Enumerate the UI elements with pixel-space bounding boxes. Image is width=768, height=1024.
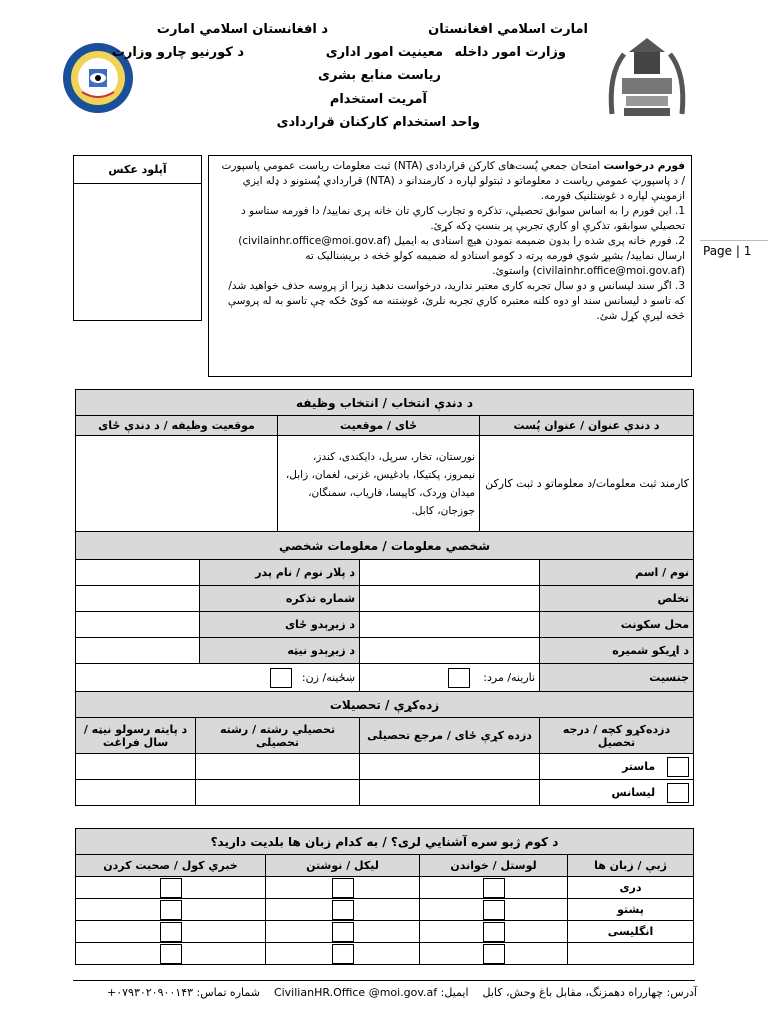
- instruction-3: 3. اگر سند ليسانس و دو سال تجربه كاری معتبر نداريد، درخواست ندهيد زيرا از پروسه حذف خواهيد شد/ كه تاسو د ليسانس سند او دوه كلنه معتبره كاري تجربه نلرئ، غوښتنه مه كوئ ځكه چې تاسو به له پروسې څخه ليرې كړل شئ.: [227, 280, 685, 322]
- photo-upload-box[interactable]: [73, 155, 202, 321]
- extra-reading-checkbox[interactable]: [483, 944, 505, 964]
- col-field: تحصيلي رشته / رشته تحصيلی: [196, 718, 360, 754]
- languages-section-title: د كوم ژبو سره آشنايي لری؟ / به كدام زبان ها بلديت داريد؟: [76, 829, 694, 855]
- page-number: Page | 1: [703, 244, 752, 258]
- footer: [75, 986, 697, 999]
- label-name: نوم / اسم: [540, 560, 694, 586]
- english-speaking-checkbox[interactable]: [160, 922, 182, 942]
- col-reading: لوستل / خواندن: [420, 855, 568, 877]
- col-position-location: موقعيت وظيفه / د دندې ځای: [76, 416, 278, 436]
- col-writing: ليكل / نوشتن: [266, 855, 420, 877]
- education-table: [75, 691, 694, 806]
- bachelors-field-input[interactable]: [196, 780, 360, 806]
- pashto-writing-checkbox[interactable]: [332, 900, 354, 920]
- residence-input[interactable]: [360, 612, 540, 638]
- footer-email: ايميل: CivilianHR.Office @moi.gov.af: [273, 986, 469, 999]
- position-title-value: كارمند ثبت معلومات/د معلوماتو د ثبت كاركن: [480, 436, 694, 532]
- footer-phone: شماره تماس: ۰۷۹۳۰۲۰۹۰۰۱۴۳+: [107, 986, 260, 999]
- father-name-input[interactable]: [76, 560, 200, 586]
- masters-institution-input[interactable]: [360, 754, 540, 780]
- birthdate-input[interactable]: [76, 638, 200, 664]
- header-emirate-dari: امارت اسلامي افغانستان: [428, 22, 588, 37]
- education-section-title: زده‌كړې / تحصيلات: [76, 692, 694, 718]
- position-table: [75, 389, 694, 532]
- header-interior-ministry-dari: وزارت امور داخله: [454, 45, 566, 60]
- personal-section-title: شخصي معلومات / معلومات شخصي: [76, 532, 694, 560]
- col-graduation: د پايته رسولو نيټه / سال فراغت: [76, 718, 196, 754]
- dari-reading-checkbox[interactable]: [483, 878, 505, 898]
- col-location: ځای / موقعيت: [278, 416, 480, 436]
- male-checkbox[interactable]: [448, 668, 470, 688]
- pashto-reading-checkbox[interactable]: [483, 900, 505, 920]
- col-degree: دزده‌كړو كچه / درجه تحصيل: [540, 718, 694, 754]
- bachelors-graduation-input[interactable]: [76, 780, 196, 806]
- label-phone: د اړيكو شميره: [540, 638, 694, 664]
- header-interior-ministry-pashto: د كورنيو چارو وزارت: [111, 45, 244, 60]
- label-bachelors: ليسانس: [611, 785, 656, 799]
- name-input[interactable]: [360, 560, 540, 586]
- pashto-speaking-checkbox[interactable]: [160, 900, 182, 920]
- label-residence: محل سكونت: [540, 612, 694, 638]
- languages-table: [75, 828, 694, 965]
- label-gender: جنسيت: [540, 664, 694, 692]
- female-checkbox[interactable]: [270, 668, 292, 688]
- col-language: ژبې / زبان ها: [568, 855, 694, 877]
- location-value: نورستان، تخار، سرپل، دايكندی، كندز، نيمروز، پكتيكا، بادغيس، غزنی، لغمان، زابل، ميدان وردک، كاپيسا، فارياب، سمنگان، جوزجان، كابل.: [278, 436, 480, 532]
- col-institution: دزده كړې ځای / مرجع تحصيلی: [360, 718, 540, 754]
- masters-checkbox[interactable]: [667, 757, 689, 777]
- header-deputy-admin: معينيت امور اداری: [325, 45, 443, 60]
- label-father-name: د پلار نوم / نام پدر: [200, 560, 360, 586]
- header-emirate-pashto: د افغانستان اسلامي امارت: [156, 22, 328, 37]
- bachelors-institution-input[interactable]: [360, 780, 540, 806]
- extra-writing-checkbox[interactable]: [332, 944, 354, 964]
- bachelors-checkbox[interactable]: [667, 783, 689, 803]
- header-recruitment: آمريت استخدام: [329, 92, 427, 107]
- col-position-title: د دندې عنوان / عنوان پُست: [480, 416, 694, 436]
- personal-info-table: [75, 531, 694, 692]
- label-birthplace: د زيږېدو ځای: [200, 612, 360, 638]
- label-dari: دری: [568, 877, 694, 899]
- photo-upload-label: آپلود عکس: [74, 156, 201, 184]
- page-divider: [700, 240, 768, 241]
- surname-input[interactable]: [360, 586, 540, 612]
- label-tazkira: شماره تذكره: [200, 586, 360, 612]
- label-surname: تخلص: [540, 586, 694, 612]
- masters-field-input[interactable]: [196, 754, 360, 780]
- col-speaking: خبري كول / صحبت كردن: [76, 855, 266, 877]
- masters-graduation-input[interactable]: [76, 754, 196, 780]
- footer-address: آدرس: چهارراه دهمزنگ، مقابل باغ وحش، كابل: [482, 986, 697, 999]
- birthplace-input[interactable]: [76, 612, 200, 638]
- header-contract-unit: واحد استخدام كاركنان قراردادی: [276, 115, 480, 130]
- intro-p1: امتحان جمعي پُست‌های كاركن قراردادی (NTA) ثبت معلومات رياست عمومي پاسپورت / د پاسپورټ عمومي رياست د معلوماتو د ثبتولو لپاره د كارمندانو د (NTA) قراردادي پُستونو د ډله ايزي ازموينې لپاره د غوښتلنيک فورمه.: [221, 160, 685, 202]
- extra-speaking-checkbox[interactable]: [160, 944, 182, 964]
- position-section-title: د دندې انتخاب / انتخاب وظيفه: [76, 390, 694, 416]
- phone-input[interactable]: [360, 638, 540, 664]
- dari-writing-checkbox[interactable]: [332, 878, 354, 898]
- label-pashto: پشتو: [568, 899, 694, 921]
- intro-instructions: [208, 155, 692, 377]
- instruction-2: 2. فورم خانه پری شده را بدون ضميمه نمودن هيچ اسنادی به ايميل (civilainhr.office@moi.gov.af) ارسال نماييد/ بشپړ شوي فورمه پرته د كومو اسنادو له ضميمه كولو څخه د بريښناليک ته (civilainhr.office@moi.gov.af) واستوئ.: [238, 235, 685, 277]
- tazkira-input[interactable]: [76, 586, 200, 612]
- english-writing-checkbox[interactable]: [332, 922, 354, 942]
- form-title: فورم درخواست: [603, 160, 685, 172]
- label-female: ښځينه/ زن:: [301, 670, 356, 684]
- english-reading-checkbox[interactable]: [483, 922, 505, 942]
- position-location-input[interactable]: [76, 436, 278, 532]
- header-hr-directorate: رياست منابع بشری: [318, 68, 441, 83]
- label-masters: ماستر: [622, 759, 656, 773]
- instruction-1: 1. اين فورم را به اساس سوابق تحصيلي، تذكره و تجارب كاري تان خانه پری نماييد/ دا فورمه ستاسو د تحصيلي سوابقو، تذكرې او كاري تجربې پر بنسټ ډكه كړئ.: [241, 205, 685, 232]
- footer-divider: [73, 980, 695, 981]
- dari-speaking-checkbox[interactable]: [160, 878, 182, 898]
- label-english: انگليسی: [568, 921, 694, 943]
- emirate-emblem-logo: [604, 34, 690, 124]
- label-birthdate: د زيږېدو نيټه: [200, 638, 360, 664]
- label-male: نارينه/ مرد:: [483, 670, 536, 684]
